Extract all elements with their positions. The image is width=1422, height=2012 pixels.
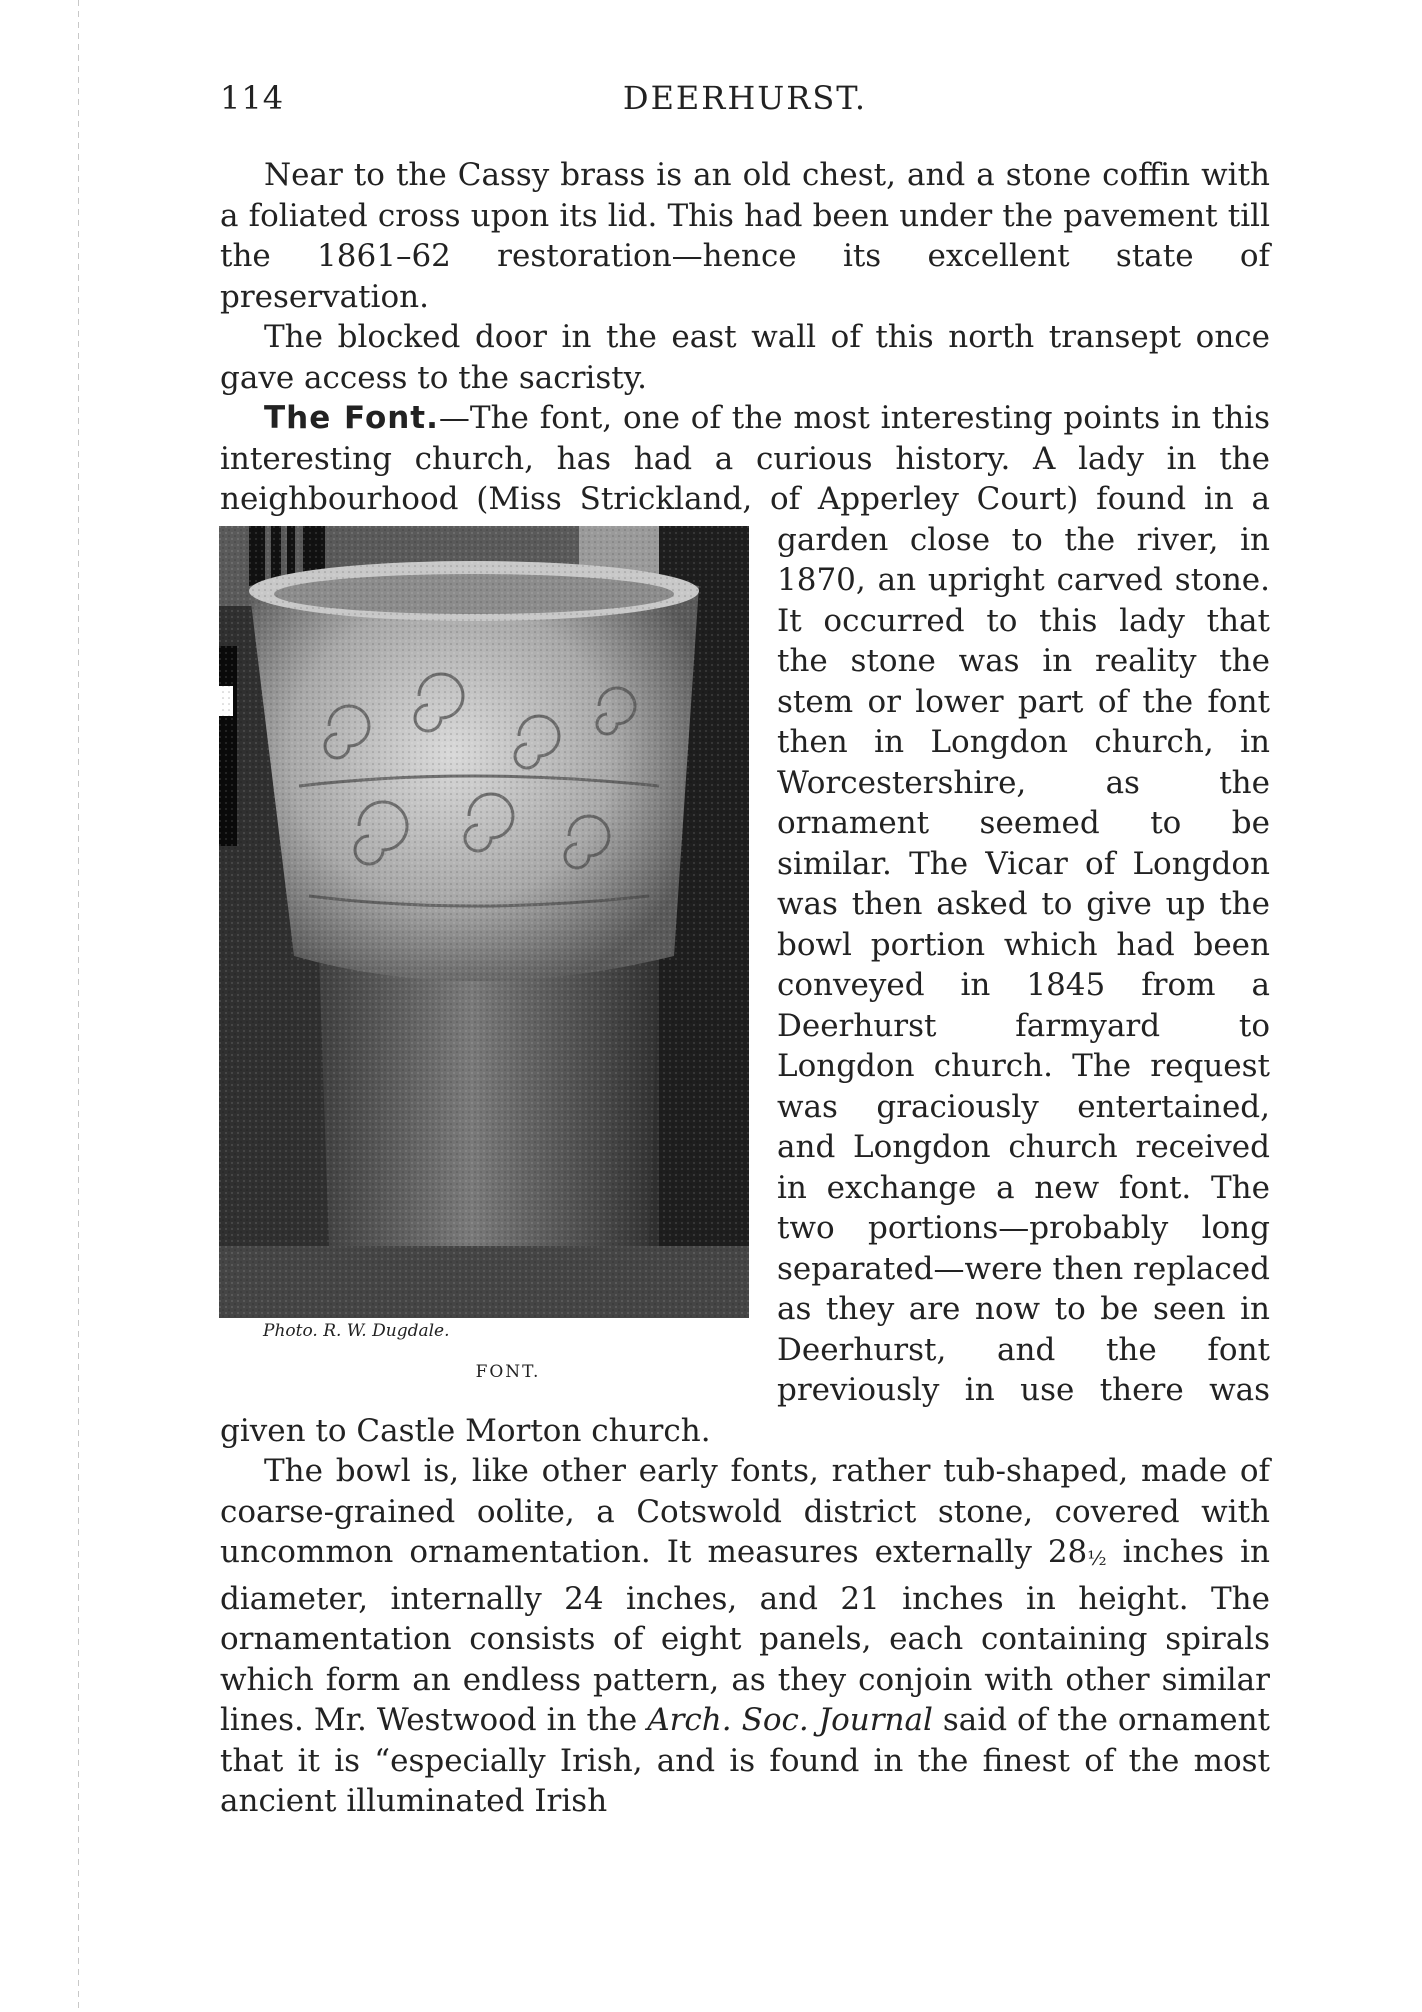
section-heading-font: The Font. (264, 400, 439, 436)
body-text (220, 155, 1270, 1822)
bowl-text-1: The bowl is, like other early fonts, rather tub-shaped, made of coarse-grained oolite, a Cotswold district stone, covered with uncommon ornamentation. It measures externally 28 (220, 1453, 1270, 1570)
running-title: DEERHURST. (622, 79, 868, 117)
journal-title: Arch. Soc. Journal (647, 1702, 933, 1738)
figure-caption-text: FONT. (475, 1361, 541, 1382)
figure-caption (219, 1352, 749, 1393)
paragraph-bowl-description (220, 1451, 1270, 1822)
font-photo-illustration (219, 526, 749, 1318)
paragraph-font-history (220, 398, 1270, 1451)
font-history-text-continued: in a garden close to the river, in 1870, an upright carved stone. It occurred to this lady that the stone was in reality the stem or lower part of the font then in Longdon church, in Worcestershire, as the ornament seemed to be similar. The Vicar of Longdon was then asked to give up the bowl portion which had been conveyed in 1845 from a Deerhurst farmyard to Longdon church. The request was graciously entertained, and Longdon church received in exchange a new font. The two portions—probably long separated—were then replaced as they are now to be seen in Deerhurst, and the font previously in use there was given to Castle Morton church. (220, 481, 1270, 1449)
font-photograph (219, 526, 749, 1318)
margin-rule (78, 0, 79, 2012)
photo-credit: Photo. R. W. Dugdale. (263, 1320, 450, 1341)
font-history-text: —The font, one of the most interesting points in this interesting church, has had a curious history. A lady in the neighbourhood (Miss Strickland, of Apperley Court) found (220, 400, 1270, 517)
font-figure (219, 526, 749, 1393)
running-head (220, 75, 1270, 127)
page-number: 114 (220, 79, 285, 117)
paragraph-cassy-brass: Near to the Cassy brass is an old chest, and a stone coffin with a foliated cross upon its lid. This had been under the pavement till the 1861–62 restoration—hence its excellent state of preservation. (220, 157, 1270, 315)
bowl-text-3: said of the ornament that it is “especially Irish, and is found in the finest of the most ancient illuminated Irish (220, 1702, 1270, 1819)
bowl-text-2: inches in diameter, internally 24 inches, and 21 inches in height. The ornamentation consists of eight panels, each containing spirals which form an endless pattern, as they conjoin with other similar lines. Mr. Westwood in the (220, 1534, 1270, 1738)
fraction-half: ½ (1087, 1546, 1107, 1570)
paragraph-blocked-door: The blocked door in the east wall of this north transept once gave access to the sacristy. (220, 319, 1270, 396)
book-page (220, 75, 1270, 1822)
